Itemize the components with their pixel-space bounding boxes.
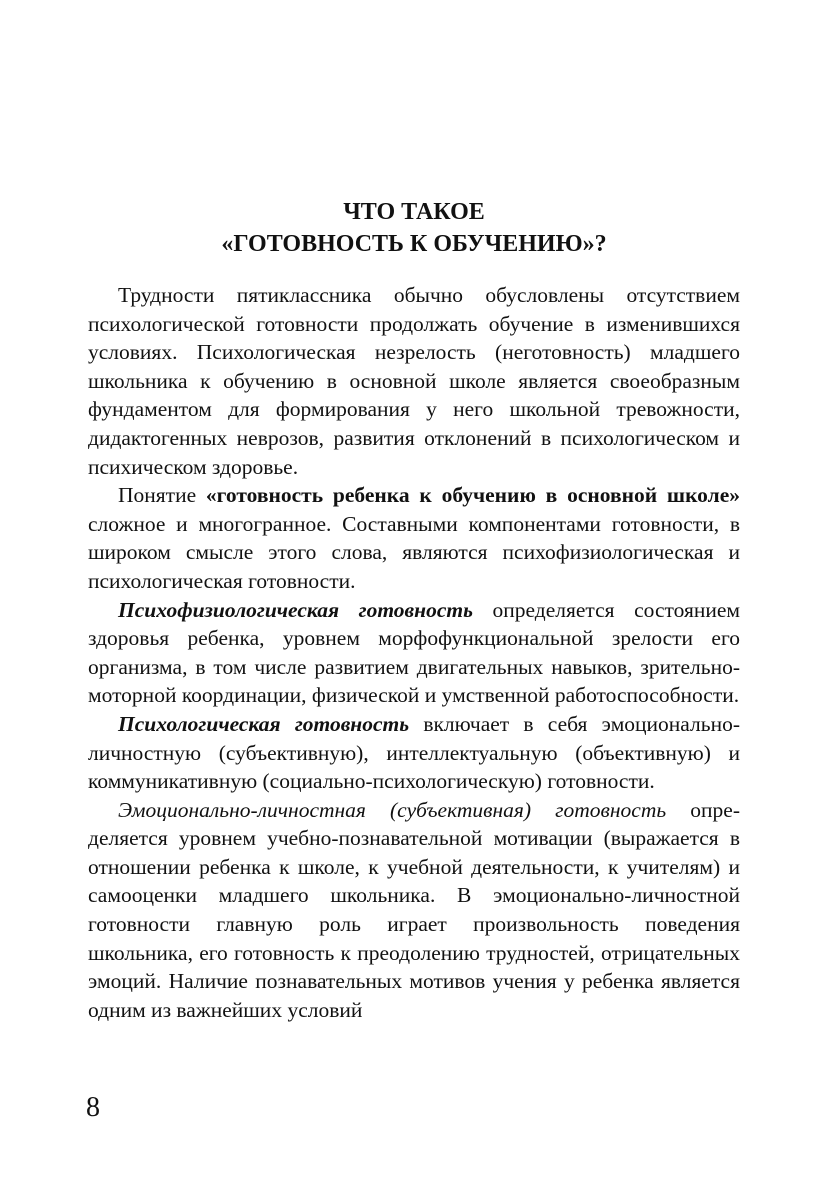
chapter-heading (88, 196, 740, 260)
heading-line-1: ЧТО ТАКОЕ (343, 199, 485, 225)
paragraph-1: Трудности пятиклассника обычно обусловлены отсутствием психологической готовности продолжать обучение в изменившихся условиях. Психологическая незрелость (неготовность) младшего школьника к обучению в основной школе является своеобразным фундаментом для формирования у него школьной тревожности, дидактогенных неврозов, развития отклонений в психологическом и психическом здоровье. (88, 283, 740, 479)
paragraph-2-bold-term: «готовность ребенка к обучению в основной школе» (205, 483, 740, 508)
paragraph-5-term: Эмоционально-личностная (субъективная) готовность (118, 797, 667, 822)
page-number: 8 (86, 1092, 100, 1123)
paragraph-4 (88, 710, 740, 796)
paragraph-5-rest: определяется уровнем учебно-познавательной мотивации (выражается в отношении ребенка к школе, к учебной деятельности, к учителям) и самооценки младшего школьника. В эмоционально-личностной готовности главную роль играет произвольность поведения школьника, его готовность к преодолению трудностей, отрицательных эмоций. Наличие познавательных мотивов учения у ребенка является одним из важнейших условий (88, 797, 740, 1022)
heading-line-2: «ГОТОВНОСТЬ К ОБУЧЕНИЮ»? (221, 231, 607, 257)
paragraph-2-rest: сложное и многогранное. Составными компонентами готовности, в широком смысле этого слова, являются психофизиологическая и психологическая готовности. (88, 511, 740, 593)
paragraph-3-rest: определяется состоянием здоровья ребенка, уровнем морфофункциональной зрелости его организма, в том числе развитием двигательных навыков, зрительно-моторной координации, физической и умственной работоспособности. (88, 597, 741, 708)
paragraph-4-term: Психологическая готовность (118, 711, 410, 736)
paragraph-2-lead: Понятие (118, 483, 206, 508)
paragraph-5 (88, 796, 740, 1025)
paragraph-3-term: Психофизиологическая готовность (118, 597, 473, 622)
paragraph-2 (88, 481, 740, 595)
body-text (88, 281, 740, 1024)
paragraph-3 (88, 596, 740, 710)
paragraph-4-rest: включает в себя эмоционально-личностную (субъективную), интеллектуальную (объективную) и коммуникативную (социально-психологическую) готовности. (88, 711, 740, 794)
